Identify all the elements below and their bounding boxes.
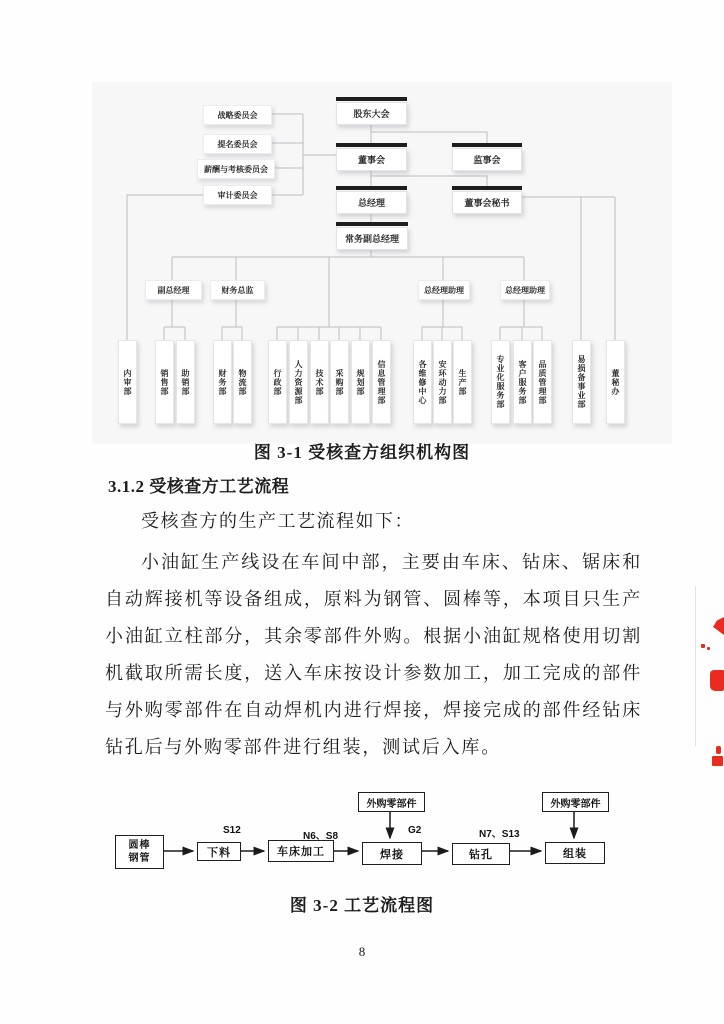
org-committee-nomination: 提名委员会	[203, 134, 272, 154]
red-stamp-fragment-5	[716, 746, 721, 754]
body-paragraph: 小油缸生产线设在车间中部，主要由车床、钻床、锯床和自动辉接机等设备组成，原料为钢管、圆棒等，本项目只生产小油缸立柱部分，其余零部件外购。根据小油缸规格使用切割机截取所需长度，送入车床按设计参数加工，加工完成的部件与外购零部件在自动焊机内进行焊接，焊接完成的部件经钻床钻孔后与外购零部件进行组装，测试后入库。	[105, 552, 642, 757]
org-dept-service-centers: 各维修中心	[413, 340, 432, 424]
flow-step-drilling: 钻孔	[452, 843, 510, 865]
org-dept-procurement: 采购部	[330, 340, 349, 424]
flow-source-line2: 钢管	[128, 853, 151, 864]
org-node-shareholders-meeting	[336, 97, 407, 125]
flow-external-parts-1: 外购零部件	[358, 792, 425, 812]
org-node-board-of-directors	[336, 143, 407, 171]
org-committee-compensation: 薪酬与考核委员会	[197, 159, 275, 179]
flow-step-welding: 焊接	[362, 842, 422, 865]
node-top-bar	[336, 186, 407, 190]
org-committee-audit: 审计委员会	[203, 185, 272, 205]
org-dept-customer-service: 客户服务部	[513, 340, 532, 424]
page-number: 8	[358, 944, 366, 959]
org-node-label: 总经理	[336, 191, 407, 214]
red-stamp-fragment-2	[701, 644, 705, 648]
org-dept-information-mgmt: 信息管理部	[372, 340, 391, 424]
org-dept-production: 生产部	[453, 340, 472, 424]
org-dept-safety-power: 安环动力部	[433, 340, 452, 424]
org-node-general-manager	[336, 186, 407, 214]
org-node-deputy-gm: 副总经理	[145, 280, 202, 300]
org-dept-sales: 销售部	[155, 340, 174, 424]
org-dept-sales-support: 助销部	[176, 340, 195, 424]
flow-external-parts-2: 外购零部件	[542, 792, 609, 812]
org-node-label: 董事会	[336, 148, 407, 171]
org-dept-planning: 规划部	[351, 340, 370, 424]
org-dept-administration: 行政部	[268, 340, 287, 424]
org-chart	[100, 85, 660, 445]
red-stamp-fragment-1	[713, 617, 724, 635]
org-dept-human-resources: 人力资源部	[289, 340, 308, 424]
flow-code-n7-s13: N7、S13	[479, 829, 520, 840]
flow-step-blanking: 下料	[197, 842, 241, 861]
process-flow-diagram	[105, 785, 625, 880]
org-node-label: 董事会秘书	[452, 191, 522, 214]
org-node-board-secretary	[452, 186, 522, 214]
flow-source-line1: 圆棒	[128, 840, 151, 851]
org-node-gm-assistant-1: 总经理助理	[418, 280, 470, 300]
flow-step-assembly: 组装	[545, 842, 605, 864]
red-stamp-fragment-6	[712, 756, 723, 766]
scan-fold-line	[695, 586, 696, 746]
flow-code-g2: G2	[408, 825, 422, 836]
figure2-caption: 图 3-2 工艺流程图	[289, 896, 435, 915]
org-dept-technology: 技术部	[310, 340, 329, 424]
org-dept-logistics: 物流部	[233, 340, 252, 424]
org-dept-internal-audit: 内审部	[118, 340, 137, 424]
figure1-caption: 图 3-1 受核查方组织机构图	[253, 443, 471, 462]
org-dept-finance: 财务部	[213, 340, 232, 424]
node-top-bar	[336, 97, 407, 101]
org-dept-specialized-services: 专业化服务部	[491, 340, 510, 424]
node-top-bar	[452, 186, 522, 190]
org-node-executive-deputy-gm	[336, 222, 408, 250]
org-node-supervisory-board	[452, 143, 522, 171]
org-dept-board-secretary-office: 董秘办	[606, 340, 625, 424]
org-node-label: 常务副总经理	[336, 227, 408, 250]
section-heading: 3.1.2 受核查方工艺流程	[108, 477, 290, 496]
org-committee-strategy: 战略委员会	[203, 105, 272, 125]
node-top-bar	[452, 143, 522, 147]
org-node-label: 股东大会	[336, 102, 407, 125]
org-node-label: 监事会	[452, 148, 522, 171]
flow-source-box	[115, 835, 164, 869]
flow-step-lathe: 车床加工	[268, 840, 334, 862]
flow-code-s12: S12	[223, 825, 241, 836]
org-node-gm-assistant-2: 总经理助理	[500, 280, 550, 300]
section-intro: 受核查方的生产工艺流程如下：	[141, 511, 414, 531]
red-stamp-fragment-3	[707, 647, 710, 650]
org-node-cfo: 财务总监	[210, 280, 265, 300]
flow-code-n6-s8: N6、S8	[303, 831, 339, 842]
node-top-bar	[336, 143, 407, 147]
org-dept-wear-parts-bu: 易损备事业部	[572, 340, 591, 424]
org-dept-quality-mgmt: 品质管理部	[533, 340, 552, 424]
node-top-bar	[336, 222, 408, 226]
red-stamp-fragment-4	[710, 670, 724, 691]
